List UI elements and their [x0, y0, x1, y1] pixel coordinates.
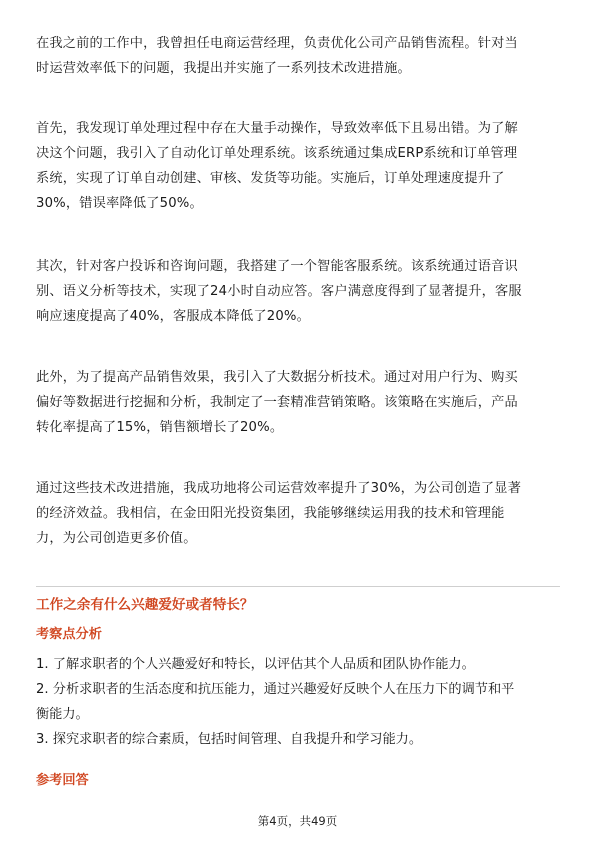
- text-line: 在我之前的工作中，我曾担任电商运营经理，负责优化公司产品销售流程。针对当: [36, 36, 518, 51]
- text-line: 决这个问题，我引入了自动化订单处理系统。该系统通过集成ERP系统和订单管理: [36, 146, 518, 161]
- section-divider: [36, 586, 560, 587]
- text-line: 时运营效率低下的问题，我提出并实施了一系列技术改进措施。: [36, 61, 411, 76]
- paragraph-conclusion: [36, 476, 560, 551]
- list-item: [36, 677, 560, 727]
- text-line: 转化率提高了15%，销售额增长了20%。: [36, 420, 284, 435]
- text-line: 系统，实现了订单自动创建、审核、发货等功能。实施后，订单处理速度提升了: [36, 171, 505, 186]
- page-number: 第4页，共49页: [257, 814, 338, 828]
- text-line: 2. 分析求职者的生活态度和抗压能力，通过兴趣爱好反映个人在压力下的调节和平: [36, 682, 515, 697]
- paragraph-intro: [36, 31, 560, 81]
- text-line: 首先，我发现订单处理过程中存在大量手动操作，导致效率低下且易出错。为了解: [36, 121, 518, 136]
- text-line: 通过这些技术改进措施，我成功地将公司运营效率提升了30%，为公司创造了显著: [36, 481, 522, 496]
- answer-heading: 参考回答: [36, 773, 89, 788]
- analysis-points: [36, 652, 560, 752]
- text-line: 其次，针对客户投诉和咨询问题，我搭建了一个智能客服系统。该系统通过语音识: [36, 259, 518, 274]
- text-line: 的经济效益。我相信，在金田阳光投资集团，我能够继续运用我的技术和管理能: [36, 506, 505, 521]
- text-line: 偏好等数据进行挖掘和分析，我制定了一套精准营销策略。该策略在实施后，产品: [36, 395, 518, 410]
- analysis-heading: 考察点分析: [36, 627, 102, 642]
- text-line: 力，为公司创造更多价值。: [36, 531, 197, 546]
- list-item: [36, 652, 560, 677]
- text-line: 30%，错误率降低了50%。: [36, 196, 203, 211]
- paragraph-smart-service: [36, 254, 560, 329]
- list-item: [36, 727, 560, 752]
- text-line: 此外，为了提高产品销售效果，我引入了大数据分析技术。通过对用户行为、购买: [36, 370, 518, 385]
- paragraph-order-automation: [36, 116, 560, 216]
- text-line: 衡能力。: [36, 707, 89, 722]
- text-line: 3. 探究求职者的综合素质，包括时间管理、自我提升和学习能力。: [36, 732, 423, 747]
- text-line: 1. 了解求职者的个人兴趣爱好和特长，以评估其个人品质和团队协作能力。: [36, 657, 475, 672]
- text-line: 别、语义分析等技术，实现了24小时自动应答。客户满意度得到了显著提升，客服: [36, 284, 522, 299]
- paragraph-big-data: [36, 365, 560, 440]
- text-line: 响应速度提高了40%，客服成本降低了20%。: [36, 309, 311, 324]
- question-title: 工作之余有什么兴趣爱好或者特长？: [36, 597, 254, 613]
